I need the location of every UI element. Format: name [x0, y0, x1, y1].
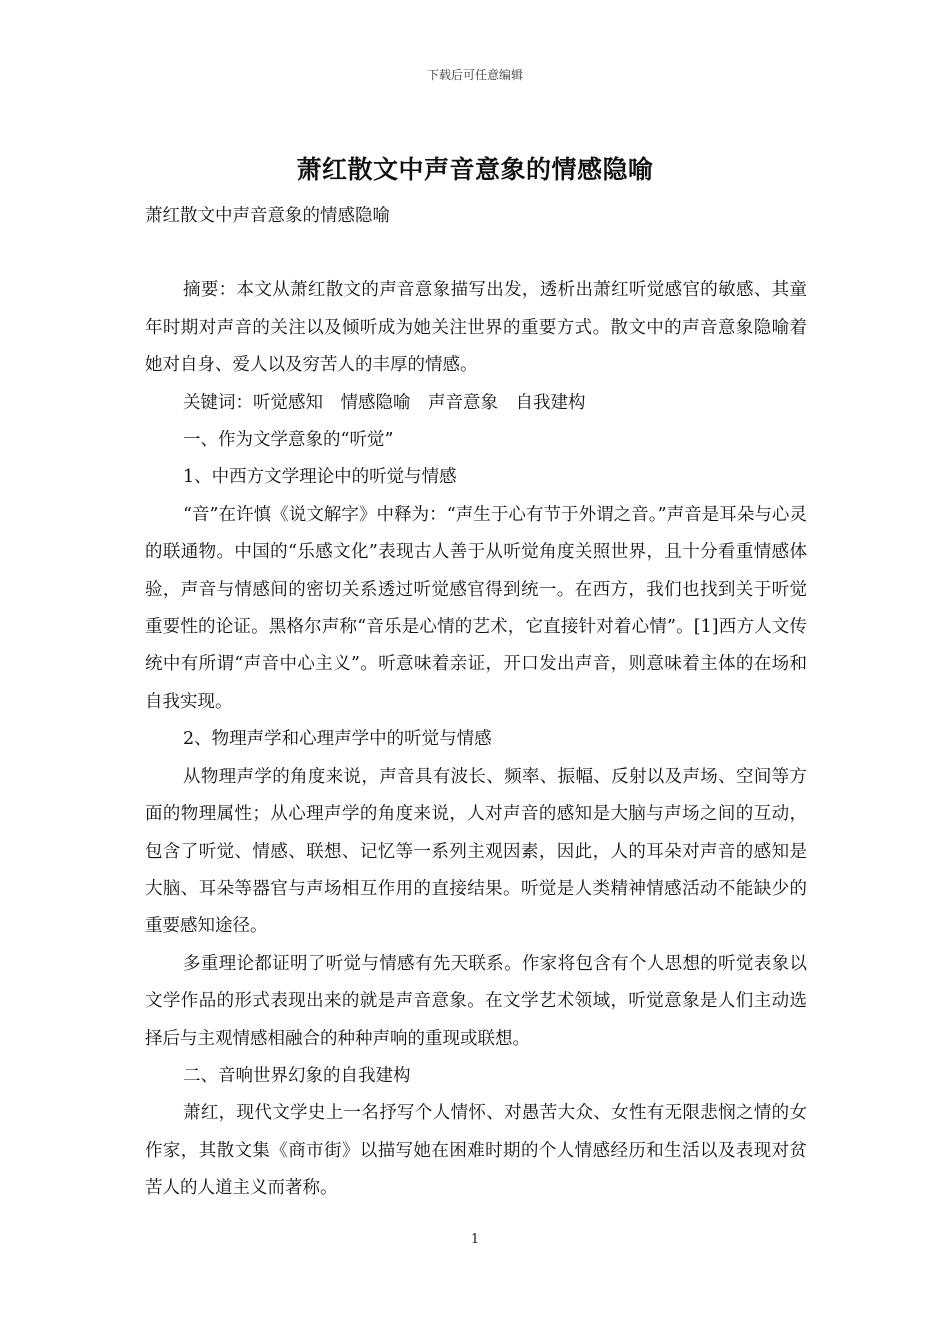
keywords-line: 关键词：听觉感知 情感隐喻 声音意象 自我建构: [183, 392, 586, 413]
subsection-heading-1-1: 1、中西方文学理论中的听觉与情感: [183, 467, 457, 488]
section-heading-2: 二、音响世界幻象的自我建构: [183, 1065, 411, 1086]
body-paragraph: 多重理论都证明了听觉与情感有先天联系。作家将包含有个人思想的听觉表象以文学作品的形式表现出来的就是声音意象。在文学艺术领域，听觉意象是人们主动选择后与主观情感相融合的种种声响的重现或联想。: [145, 953, 807, 1049]
body-paragraph: 从物理声学的角度来说，声音具有波长、频率、振幅、反射以及声场、空间等方面的物理属性；从心理声学的角度来说，人对声音的感知是大脑与声场之间的互动，包含了听觉、情感、联想、记忆等一系列主观因素，因此，人的耳朵对声音的感知是大脑、耳朵等器官与声场相互作用的直接结果。听觉是人类精神情感活动不能缺少的重要感知途径。: [145, 766, 807, 937]
subsection-heading-1-2: 2、物理声学和心理声学中的听觉与情感: [183, 729, 492, 750]
section-heading-1: 一、作为文学意象的“听觉”: [183, 430, 394, 451]
abstract-paragraph: 摘要：本文从萧红散文的声音意象描写出发，透析出萧红听觉感官的敏感、其童年时期对声音的关注以及倾听成为她关注世界的重要方式。散文中的声音意象隐喻着她对自身、爱人以及穷苦人的丰厚的情感。: [145, 280, 807, 376]
body-paragraph: 萧红，现代文学史上一名抒写个人情怀、对愚苦大众、女性有无限悲悯之情的女作家，其散文集《商市街》以描写她在困难时期的个人情感经历和生活以及表现对贫苦人的人道主义而著称。: [145, 1103, 807, 1199]
subtitle: 萧红散文中声音意象的情感隐喻: [145, 206, 390, 226]
page-header: 下载后可任意编辑: [426, 68, 523, 82]
page-number: 1: [470, 1232, 480, 1247]
document-body: [145, 198, 807, 1208]
blank-line: [145, 235, 807, 272]
body-paragraph: “音”在许慎《说文解字》中释为：“声生于心有节于外谓之音。”声音是耳朵与心灵的联通物。中国的“乐感文化”表现古人善于从听觉角度关照世界，且十分看重情感体验，声音与情感间的密切关系透过听觉感官得到统一。在西方，我们也找到关于听觉重要性的论证。黑格尔声称“音乐是心情的艺术，它直接针对着心情”。[1]西方人文传统中有所谓“声音中心主义”。听意味着亲证，开口发出声音，则意味着主体的在场和自我实现。: [145, 504, 807, 712]
document-title: 萧红散文中声音意象的情感隐喻: [296, 155, 654, 184]
